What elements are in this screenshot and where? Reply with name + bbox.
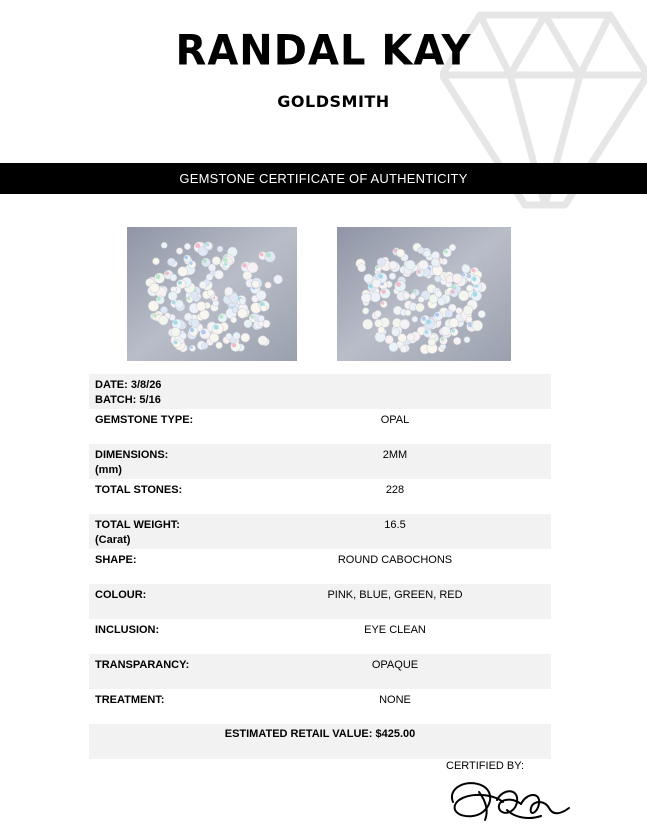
detail-row-total-weight xyxy=(89,514,551,549)
detail-value: OPAL xyxy=(380,414,410,426)
estimated-retail-value: ESTIMATED RETAIL VALUE: $425.00 xyxy=(224,728,416,740)
detail-label: TOTAL WEIGHT: xyxy=(95,519,180,531)
detail-label: INCLUSION: xyxy=(95,624,160,636)
detail-label: COLOUR: xyxy=(95,589,147,601)
certificate-banner: GEMSTONE CERTIFICATE OF AUTHENTICITY xyxy=(0,163,647,194)
detail-row-treatment xyxy=(89,689,551,724)
detail-row-shape xyxy=(89,549,551,584)
detail-value: OPAQUE xyxy=(371,659,419,671)
certified-by-label: CERTIFIED BY: xyxy=(446,760,525,772)
opal-stones-photo-2 xyxy=(337,227,511,361)
detail-value: NONE xyxy=(379,694,411,706)
detail-value: 2MM xyxy=(382,449,408,461)
detail-sublabel: (Carat) xyxy=(95,534,131,546)
detail-row-colour xyxy=(89,584,551,619)
detail-value: 228 xyxy=(385,484,405,496)
detail-row-inclusion xyxy=(89,619,551,654)
date-batch-row xyxy=(89,374,551,409)
brand-name: RANDAL KAY xyxy=(175,26,472,76)
brand-subtitle: GOLDSMITH xyxy=(277,92,390,111)
detail-label: DIMENSIONS: xyxy=(95,449,169,461)
detail-value: 16.5 xyxy=(384,519,406,531)
detail-row-gemstone-type xyxy=(89,409,551,444)
detail-label: TREATMENT: xyxy=(95,694,165,706)
detail-value: PINK, BLUE, GREEN, RED xyxy=(327,589,463,601)
batch-text: BATCH: 5/16 xyxy=(95,394,161,406)
opal-stones-photo-1 xyxy=(127,227,297,361)
detail-label: SHAPE: xyxy=(95,554,137,566)
certificate-details-table xyxy=(89,374,551,759)
detail-label: TOTAL STONES: xyxy=(95,484,183,496)
detail-value: EYE CLEAN xyxy=(364,624,426,636)
estimated-value-row xyxy=(89,724,551,759)
detail-row-transparancy xyxy=(89,654,551,689)
detail-label: TRANSPARANCY: xyxy=(95,659,190,671)
detail-value: ROUND CABOCHONS xyxy=(337,554,453,566)
handwritten-signature xyxy=(445,770,575,830)
detail-label: GEMSTONE TYPE: xyxy=(95,414,194,426)
detail-sublabel: (mm) xyxy=(95,464,122,476)
detail-row-total-stones xyxy=(89,479,551,514)
date-text: DATE: 3/8/26 xyxy=(95,379,162,391)
detail-row-dimensions xyxy=(89,444,551,479)
